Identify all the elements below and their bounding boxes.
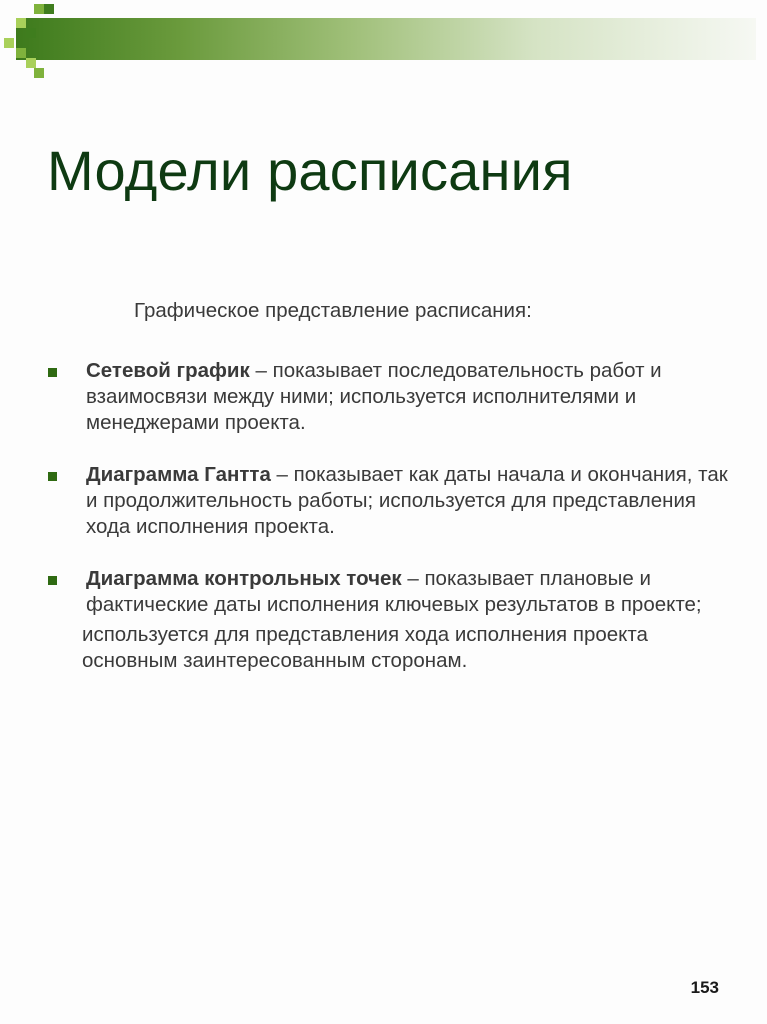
deco-square (16, 18, 26, 28)
bullet-list (48, 358, 728, 674)
list-item (48, 462, 728, 540)
deco-square (4, 38, 14, 48)
item-term: Сетевой график (86, 359, 250, 382)
deco-square (34, 4, 44, 14)
deco-square (34, 68, 44, 78)
header-decoration (0, 0, 767, 80)
deco-square (26, 28, 36, 38)
header-gradient-bar (16, 18, 756, 60)
deco-square (26, 58, 36, 68)
page-number: 153 (690, 978, 719, 997)
continuation-text: используется для представления хода исполнения проекта основным заинтересованным сторонам. (82, 623, 648, 672)
square-bullet-icon (48, 472, 57, 481)
subtitle: Графическое представление расписания: (134, 299, 532, 322)
item-term: Диаграмма Гантта (86, 463, 271, 486)
list-item (48, 358, 728, 436)
square-bullet-icon (48, 576, 57, 585)
page-title: Модели расписания (47, 139, 573, 202)
list-item (48, 566, 728, 618)
deco-square (44, 4, 54, 14)
deco-square (16, 48, 26, 58)
item-text: – показывает плановые и фактические даты исполнения ключевых результатов в проекте; (86, 567, 702, 616)
item-term: Диаграмма контрольных точек (86, 567, 402, 590)
item-text: – показывает как даты начала и окончания, так и продолжительность работы; используется для представления хода исполнения проекта. (86, 463, 728, 538)
square-bullet-icon (48, 368, 57, 377)
item-text: – показывает последовательность работ и взаимосвязи между ними; используется исполнителями и менеджерами проекта. (86, 359, 662, 434)
